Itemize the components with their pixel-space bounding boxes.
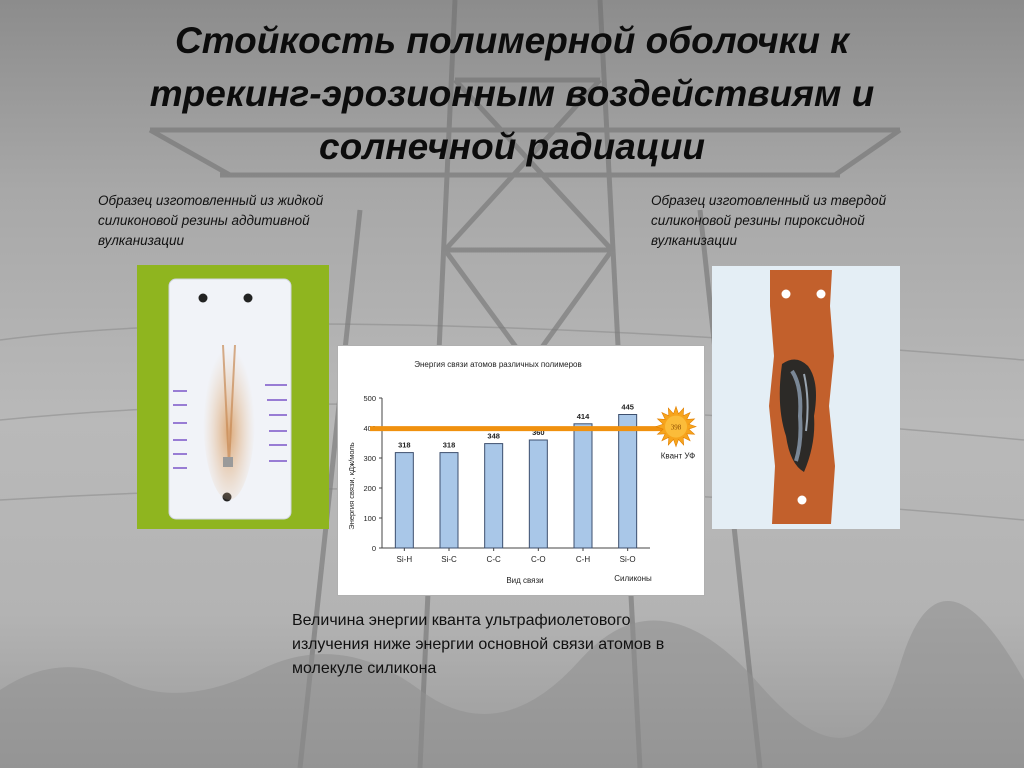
chart-bar-c-h: [574, 424, 592, 548]
chart-x-axis-label: Вид связи: [506, 576, 544, 585]
chart-value-label: 445: [621, 402, 634, 412]
chart-group-label-silicones: Силиконы: [614, 574, 652, 583]
chart-category-label: Si-O: [619, 555, 636, 564]
chart-value-label: 318: [442, 440, 456, 450]
bond-energy-chart-svg: [338, 346, 704, 595]
chart-y-tick-label: 100: [363, 514, 376, 523]
uv-quantum-conclusion-text: Величина энергии кванта ультрафиолетового излучения ниже энергии основной связи атомов в молекуле силикона: [292, 612, 665, 677]
chart-value-label: 318: [398, 440, 411, 450]
chart-y-tick-label: 400: [363, 424, 376, 433]
chart-category-label: Si-C: [441, 555, 457, 564]
chart-value-label: 348: [487, 431, 500, 441]
caption-liquid-silicone-sample: Образец изготовленный из жидкой силиконовой резины аддитивной вулканизации: [98, 193, 324, 248]
chart-category-label: C-O: [530, 555, 546, 564]
chart-category-label: C-H: [575, 555, 591, 564]
chart-y-axis-label: Энергия связи, кДж/моль: [347, 442, 356, 530]
chart-bar-si-o: [619, 415, 637, 549]
slide-title: Стойкость полимерной оболочки к трекинг-эрозионным воздействиям и солнечной радиации: [149, 20, 875, 167]
chart-category-label: C-C: [486, 555, 501, 564]
bond-energy-chart: [337, 345, 705, 596]
chart-bar-si-c: [440, 453, 458, 548]
sample-photo-liquid-silicone: [137, 265, 329, 529]
chart-y-tick-label: 0: [371, 544, 376, 553]
sample-photo-solid-silicone: [712, 266, 900, 529]
chart-bar-si-h: [395, 453, 413, 548]
chart-title: Энергия связи атомов различных полимеров: [414, 360, 582, 369]
chart-uv-quantum-label: Квант УФ: [660, 451, 696, 461]
caption-solid-silicone-sample: Образец изготовленный из твердой силиконовой резины пироксидной вулканизации: [651, 193, 887, 248]
chart-bar-c-o: [529, 440, 547, 548]
chart-y-tick-label: 300: [363, 454, 376, 463]
chart-y-tick-label: 200: [363, 484, 376, 493]
chart-category-label: Si-H: [396, 555, 413, 564]
chart-value-label: 414: [576, 411, 590, 421]
chart-bar-c-c: [485, 444, 503, 548]
chart-y-tick-label: 500: [363, 394, 376, 403]
chart-uv-quantum-value: 398: [670, 423, 682, 432]
chart-value-label: 360: [532, 428, 545, 437]
